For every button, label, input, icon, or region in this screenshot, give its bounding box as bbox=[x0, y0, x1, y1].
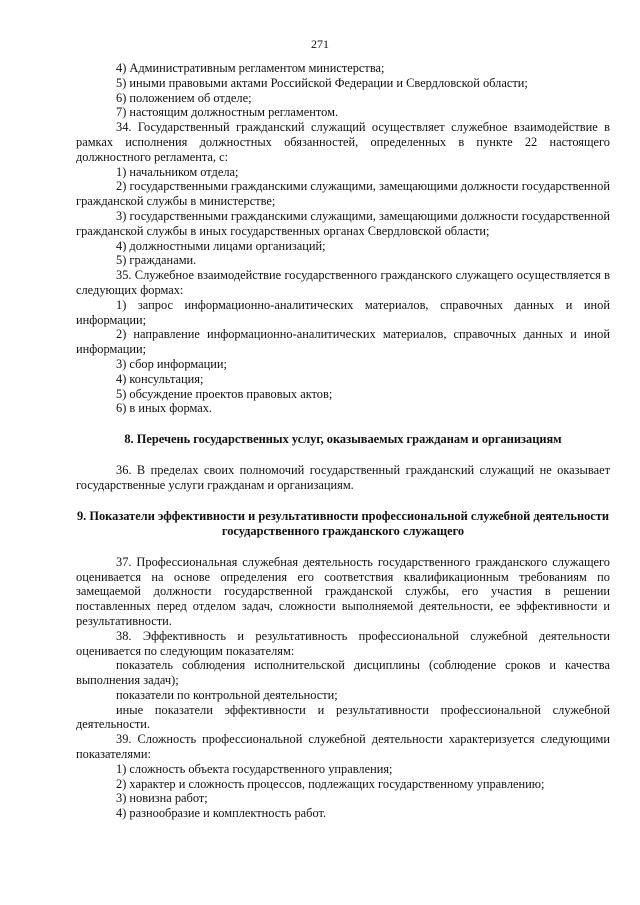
paragraph-39: 39. Сложность профессиональной служебной деятельности характеризуется следующими показателями: bbox=[76, 732, 610, 762]
paragraph-37: 37. Профессиональная служебная деятельность государственного гражданского служащего оценивается на основе определения его соответствия квалификационным требованиям по замещаемой должности государственной гражданской службы, его участия в решении поставленных перед отделом задач, сложности выполняемой деятельности, ее эффективности и результативности. bbox=[76, 554, 610, 628]
paragraph-35: 35. Служебное взаимодействие государственного гражданского служащего осуществляется в следующих формах: bbox=[76, 268, 610, 297]
list-item: 7) настоящим должностным регламентом. bbox=[116, 105, 339, 120]
list-item: 2) характер и сложность процессов, подлежащих государственному управлению; bbox=[116, 776, 545, 791]
spacer bbox=[76, 493, 610, 509]
list-item: показатели по контрольной деятельности; bbox=[116, 687, 338, 702]
paragraph-38: 38. Эффективность и результативность профессиональной служебной деятельности оценивается по следующим показателям: bbox=[76, 628, 610, 658]
spacer bbox=[76, 447, 610, 463]
paragraph-36: 36. В пределах своих полномочий государственный гражданский служащий не оказывает государственные услуги гражданам и организациям. bbox=[76, 463, 610, 492]
list-item: 3) новизна работ; bbox=[116, 791, 208, 806]
section-8-heading: 8. Перечень государственных услуг, оказываемых гражданам и организациям bbox=[124, 432, 562, 447]
list-item: 6) в иных формах. bbox=[116, 401, 213, 416]
list-item: 1) сложность объекта государственного управления; bbox=[116, 761, 393, 776]
list-item: 4) должностными лицами организаций; bbox=[116, 238, 326, 253]
paragraph-34: 34. Государственный гражданский служащий осуществляет служебное взаимодействие в рамках исполнения должностных обязанностей, определенных в пункте 22 настоящего должностного регламента, с: bbox=[76, 120, 610, 164]
list-item: 4) разнообразие и комплектность работ. bbox=[116, 806, 327, 821]
list-item: 2) государственными гражданскими служащими, замещающими должности государственной гражданской службы в министерстве; bbox=[76, 179, 610, 209]
list-item: 3) сбор информации; bbox=[116, 356, 227, 371]
list-item: 1) запрос информационно-аналитических материалов, справочных данных и иной информации; bbox=[76, 297, 610, 327]
list-item: 5) обсуждение проектов правовых актов; bbox=[116, 386, 333, 401]
list-item: 5) иными правовыми актами Российской Федерации и Свердловской области; bbox=[116, 75, 528, 90]
page-number: 271 bbox=[311, 37, 329, 51]
list-item: иные показатели эффективности и результативности профессиональной служебной деятельности. bbox=[76, 702, 610, 732]
list-item: показатель соблюдения исполнительской дисциплины (соблюдение сроков и качества выполнения задач); bbox=[76, 658, 610, 688]
spacer bbox=[76, 539, 610, 555]
list-item: 5) гражданами. bbox=[116, 253, 197, 268]
list-item: 2) направление информационно-аналитических материалов, справочных данных и иной информации; bbox=[76, 327, 610, 357]
list-item: 6) положением об отделе; bbox=[116, 90, 252, 105]
section-9-heading: 9. Показатели эффективности и результативности профессиональной служебной деятельности государственного гражданского служащего bbox=[76, 508, 610, 538]
list-item: 3) государственными гражданскими служащими, замещающими должности государственной гражданской службы в иных государственных органах Свердловской области; bbox=[76, 208, 610, 238]
document-body bbox=[76, 61, 610, 821]
list-item: 1) начальником отдела; bbox=[116, 164, 239, 179]
spacer bbox=[76, 416, 610, 432]
list-item: 4) консультация; bbox=[116, 371, 204, 386]
list-item: 4) Административным регламентом министерства; bbox=[116, 61, 385, 75]
